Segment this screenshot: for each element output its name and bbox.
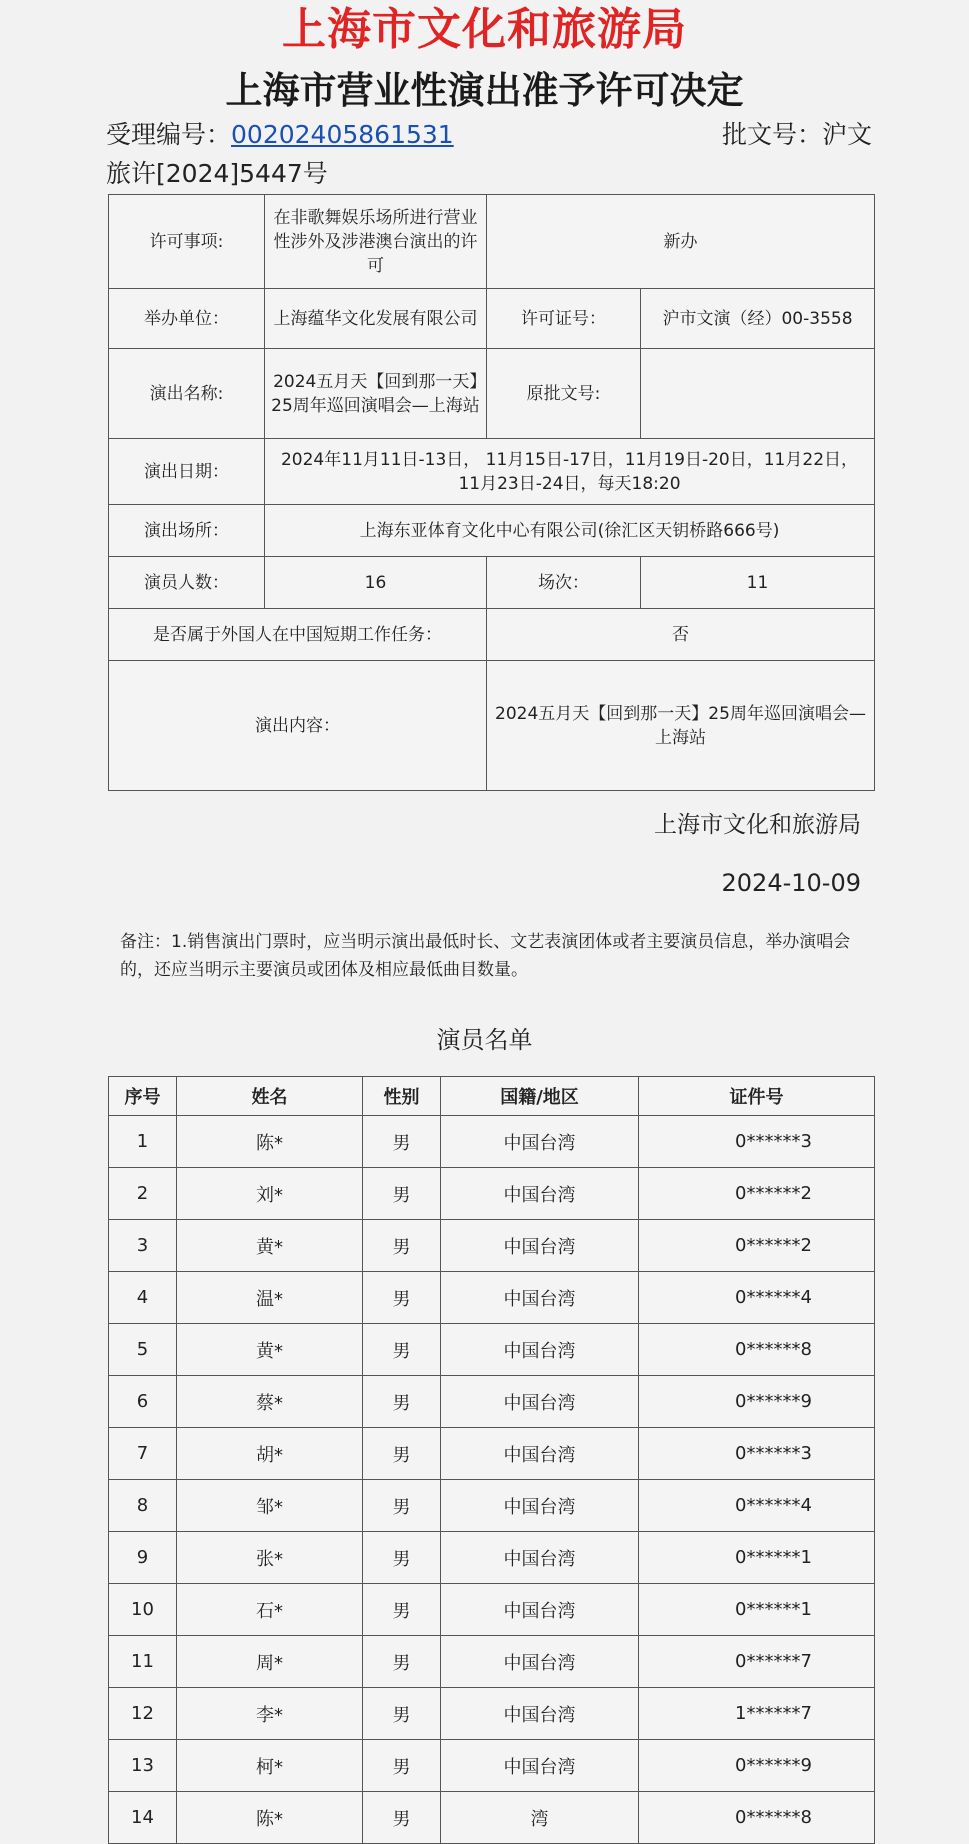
row-name: 刘*	[177, 1168, 363, 1220]
venue-label: 演出场所：	[109, 505, 265, 557]
row-id-number: 0******8	[639, 1792, 875, 1844]
row-index: 2	[109, 1168, 177, 1220]
row-name: 李*	[177, 1688, 363, 1740]
table-row	[109, 1584, 875, 1636]
org-header: 上海市文化和旅游局	[282, 4, 687, 55]
row-gender: 男	[363, 1532, 441, 1584]
row-index: 3	[109, 1220, 177, 1272]
item-type: 新办	[487, 195, 875, 289]
content-value: 2024五月天【回到那一天】25周年巡回演唱会—上海站	[487, 661, 875, 791]
row-id-number: 0******9	[639, 1376, 875, 1428]
row-name: 柯*	[177, 1740, 363, 1792]
issue-date: 2024-10-09	[721, 869, 861, 897]
date-value: 2024年11月11日-13日， 11月15日-17日，11月19日-20日，11月22日，11月23日-24日，每天18:20	[265, 439, 875, 505]
header-name: 姓名	[177, 1077, 363, 1116]
row-id-number: 0******2	[639, 1168, 875, 1220]
row-region: 中国台湾	[441, 1428, 639, 1480]
row-name: 张*	[177, 1532, 363, 1584]
item-value: 在非歌舞娱乐场所进行营业性涉外及涉港澳台演出的许可	[265, 195, 487, 289]
table-row	[109, 1428, 875, 1480]
table-row	[109, 1376, 875, 1428]
row-id-number: 0******3	[639, 1116, 875, 1168]
license-label: 许可证号：	[487, 289, 641, 349]
row-name: 蔡*	[177, 1376, 363, 1428]
table-row	[109, 1636, 875, 1688]
item-label: 许可事项:	[109, 195, 265, 289]
remarks-note: 备注：1.销售演出门票时，应当明示演出最低时长、文艺表演团体或者主要演员信息，举办演唱会的，还应当明示主要演员或团体及相应最低曲目数量。	[120, 932, 851, 980]
row-id-number: 0******8	[639, 1324, 875, 1376]
table-row	[109, 1220, 875, 1272]
foreign-work-label: 是否属于外国人在中国短期工作任务：	[109, 609, 487, 661]
sessions-value: 11	[641, 557, 875, 609]
row-region: 湾	[441, 1792, 639, 1844]
date-label: 演出日期：	[109, 439, 265, 505]
row-gender: 男	[363, 1792, 441, 1844]
row-region: 中国台湾	[441, 1532, 639, 1584]
row-index: 10	[109, 1584, 177, 1636]
show-name-label: 演出名称:	[109, 349, 265, 439]
row-gender: 男	[363, 1324, 441, 1376]
row-name: 石*	[177, 1584, 363, 1636]
approval-label: 批文号：沪文	[721, 120, 872, 149]
row-id-number: 0******4	[639, 1272, 875, 1324]
foreign-work-value: 否	[487, 609, 875, 661]
row-name: 陈*	[177, 1116, 363, 1168]
organizer-label: 举办单位：	[109, 289, 265, 349]
row-index: 9	[109, 1532, 177, 1584]
roster-title: 演员名单	[436, 1026, 533, 1054]
table-row	[109, 1480, 875, 1532]
row-id-number: 0******3	[639, 1428, 875, 1480]
row-id-number: 0******2	[639, 1220, 875, 1272]
row-index: 6	[109, 1376, 177, 1428]
license-value: 沪市文演（经）00-3558	[641, 289, 875, 349]
performers-value: 16	[265, 557, 487, 609]
row-index: 13	[109, 1740, 177, 1792]
reference-row	[106, 118, 872, 152]
issuer-name: 上海市文化和旅游局	[654, 812, 861, 838]
performers-label: 演员人数：	[109, 557, 265, 609]
table-row	[109, 1532, 875, 1584]
header-id-number: 证件号	[639, 1077, 875, 1116]
table-row	[109, 1168, 875, 1220]
row-name: 胡*	[177, 1428, 363, 1480]
row-gender: 男	[363, 1740, 441, 1792]
row-region: 中国台湾	[441, 1324, 639, 1376]
original-approval-value	[641, 349, 875, 439]
content-label: 演出内容：	[109, 661, 487, 791]
row-gender: 男	[363, 1584, 441, 1636]
table-row	[109, 1272, 875, 1324]
row-id-number: 1******7	[639, 1688, 875, 1740]
row-name: 邹*	[177, 1480, 363, 1532]
sessions-label: 场次：	[487, 557, 641, 609]
row-gender: 男	[363, 1428, 441, 1480]
permit-info-table	[108, 194, 875, 791]
row-index: 12	[109, 1688, 177, 1740]
row-region: 中国台湾	[441, 1168, 639, 1220]
original-approval-label: 原批文号:	[487, 349, 641, 439]
header-region: 国籍/地区	[441, 1077, 639, 1116]
row-name: 温*	[177, 1272, 363, 1324]
row-region: 中国台湾	[441, 1740, 639, 1792]
row-name: 陈*	[177, 1792, 363, 1844]
table-row	[109, 1116, 875, 1168]
document-title: 上海市营业性演出准予许可决定	[225, 69, 744, 112]
row-id-number: 0******4	[639, 1480, 875, 1532]
row-gender: 男	[363, 1636, 441, 1688]
row-region: 中国台湾	[441, 1116, 639, 1168]
row-id-number: 0******1	[639, 1532, 875, 1584]
row-id-number: 0******7	[639, 1636, 875, 1688]
acceptance-label: 受理编号：	[106, 120, 232, 149]
row-region: 中国台湾	[441, 1480, 639, 1532]
table-row	[109, 1688, 875, 1740]
row-index: 1	[109, 1116, 177, 1168]
row-index: 11	[109, 1636, 177, 1688]
row-gender: 男	[363, 1116, 441, 1168]
row-index: 8	[109, 1480, 177, 1532]
show-name-value: 2024五月天【回到那一天】25周年巡回演唱会—上海站	[265, 349, 487, 439]
row-id-number: 0******9	[639, 1740, 875, 1792]
row-region: 中国台湾	[441, 1376, 639, 1428]
row-index: 14	[109, 1792, 177, 1844]
acceptance-number-link[interactable]: 00202405861531	[231, 120, 454, 149]
row-region: 中国台湾	[441, 1688, 639, 1740]
row-name: 周*	[177, 1636, 363, 1688]
row-gender: 男	[363, 1480, 441, 1532]
organizer-value: 上海蕴华文化发展有限公司	[265, 289, 487, 349]
header-index: 序号	[109, 1077, 177, 1116]
table-row	[109, 1792, 875, 1844]
row-region: 中国台湾	[441, 1636, 639, 1688]
row-gender: 男	[363, 1688, 441, 1740]
venue-value: 上海东亚体育文化中心有限公司(徐汇区天钥桥路666号)	[265, 505, 875, 557]
row-index: 4	[109, 1272, 177, 1324]
row-region: 中国台湾	[441, 1584, 639, 1636]
performer-roster-table	[108, 1076, 875, 1844]
row-index: 7	[109, 1428, 177, 1480]
table-row	[109, 1324, 875, 1376]
row-gender: 男	[363, 1220, 441, 1272]
row-region: 中国台湾	[441, 1272, 639, 1324]
row-id-number: 0******1	[639, 1584, 875, 1636]
table-row	[109, 1740, 875, 1792]
approval-number: 旅许[2024]5447号	[106, 159, 328, 188]
row-gender: 男	[363, 1272, 441, 1324]
row-index: 5	[109, 1324, 177, 1376]
row-name: 黄*	[177, 1220, 363, 1272]
row-region: 中国台湾	[441, 1220, 639, 1272]
header-gender: 性别	[363, 1077, 441, 1116]
row-gender: 男	[363, 1376, 441, 1428]
row-name: 黄*	[177, 1324, 363, 1376]
row-gender: 男	[363, 1168, 441, 1220]
